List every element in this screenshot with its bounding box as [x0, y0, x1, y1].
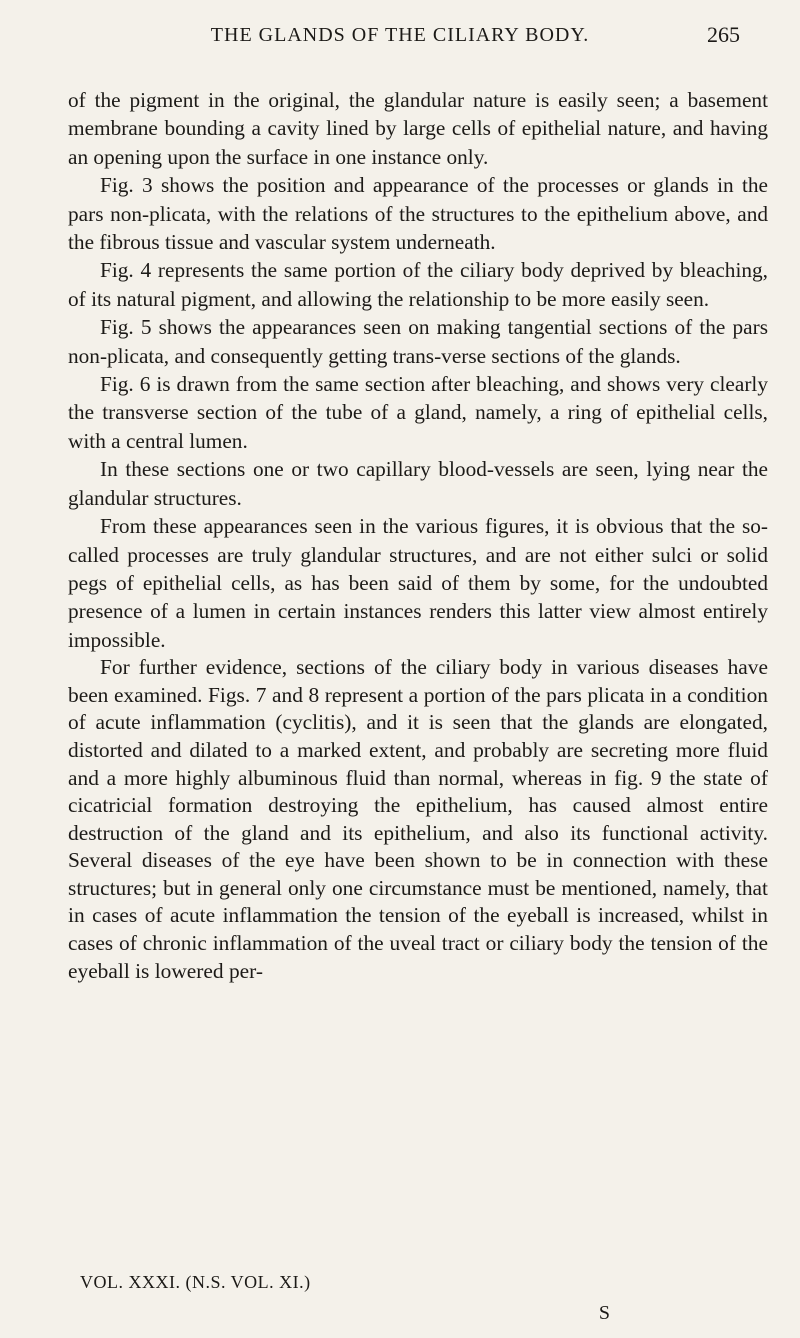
running-head	[60, 18, 740, 58]
paragraph-fig3: Fig. 3 shows the position and appearance of the processes or glands in the pars non-plicata, with the relations of the structures to the epithelium above, and the fibrous tissue and vascular system underneath.	[68, 173, 768, 255]
paragraph-fig4: Fig. 4 represents the same portion of the ciliary body deprived by bleaching, of its natural pigment, and allowing the relationship to be more easily seen.	[68, 258, 768, 311]
paragraph-conclusion: From these appearances seen in the various figures, it is obvious that the so-called processes are truly glandular structures, and are not either sulci or solid pegs of epithelial cells, as has been said of them by some, for the undoubted presence of a lumen in certain instances renders this latter view almost entirely impossible.	[68, 514, 768, 652]
paragraph-fig5: Fig. 5 shows the appearances seen on making tangential sections of the pars non-plicata, and consequently getting trans-verse sections of the glands.	[68, 315, 768, 368]
page-number: 265	[707, 22, 740, 47]
paragraph-fig6: Fig. 6 is drawn from the same section after bleaching, and shows very clearly the transverse section of the tube of a gland, namely, a ring of epithelial cells, with a central lumen.	[68, 372, 768, 453]
paragraph-capillaries: In these sections one or two capillary blood-vessels are seen, lying near the glandular structures.	[68, 457, 768, 510]
page-footer	[80, 1272, 740, 1332]
volume-note: VOL. XXXI. (N.S. VOL. XI.)	[80, 1272, 311, 1292]
paragraph-continuation: of the pigment in the original, the glandular nature is easily seen; a basement membrane bounding a cavity lined by large cells of epithelial nature, and having an opening upon the surface in one instance only.	[68, 88, 768, 169]
paragraph-diseases: For further evidence, sections of the ciliary body in various diseases have been examined. Figs. 7 and 8 represent a portion of the pars plicata in a condition of acute inflammation (cyclitis), and it is seen that the glands are elongated, distorted and dilated to a marked extent, and probably are secreting more fluid and a more highly albuminous fluid than normal, whereas in fig. 9 the state of cicatricial formation destroying the epithelium, has caused almost entire destruction of the gland and its epithelium, and also its functional activity. Several diseases of the eye have been shown to be in connection with these structures; but in general only one circumstance must be mentioned, namely, that in cases of acute inflammation the tension of the eyeball is increased, whilst in cases of chronic inflammation of the uveal tract or ciliary body the tension of the eyeball is lowered per-	[68, 655, 768, 983]
body-text	[68, 86, 768, 985]
signature-mark: S	[598, 1302, 610, 1324]
running-title: THE GLANDS OF THE CILIARY BODY.	[210, 24, 590, 46]
